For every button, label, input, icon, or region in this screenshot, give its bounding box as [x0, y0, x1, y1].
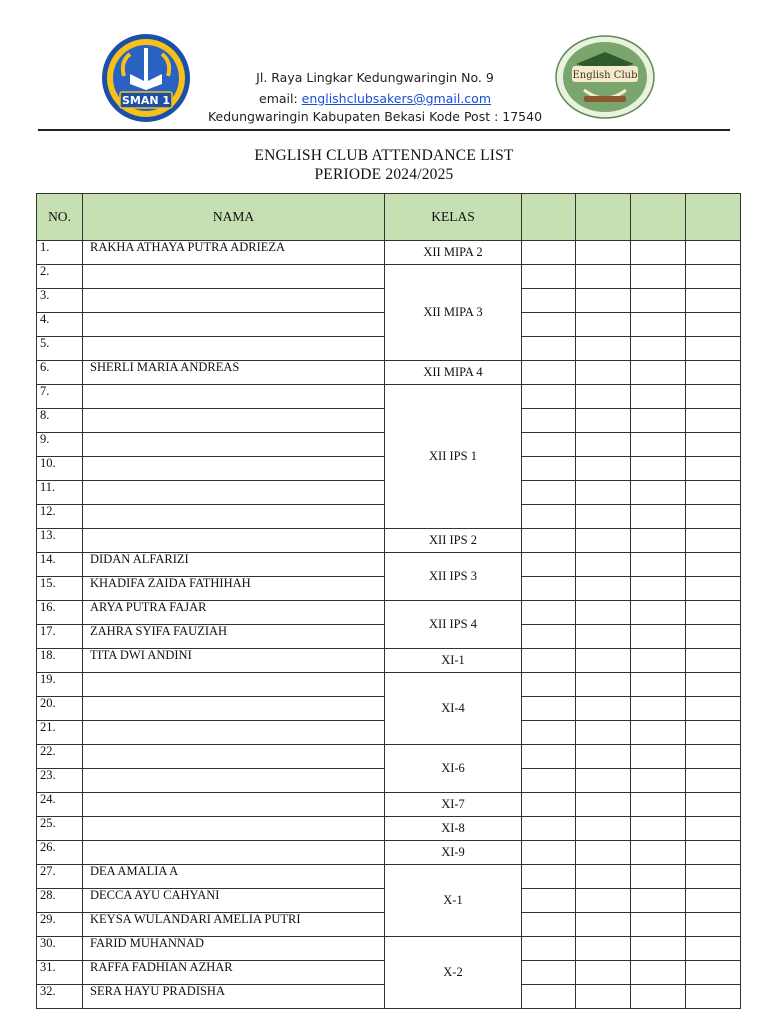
class-cell: XII MIPA 4	[385, 361, 522, 385]
attendance-cell	[631, 505, 686, 529]
table-row	[37, 817, 741, 841]
attendance-cell	[576, 745, 631, 769]
student-name: KHADIFA ZAIDA FATHIHAH	[83, 577, 385, 601]
attendance-cell	[522, 745, 576, 769]
attendance-cell	[576, 793, 631, 817]
attendance-cell	[686, 745, 741, 769]
student-name	[83, 337, 385, 361]
school-logo	[100, 32, 192, 124]
student-name: SHERLI MARIA ANDREAS	[83, 361, 385, 385]
attendance-cell	[631, 697, 686, 721]
attendance-cell	[522, 361, 576, 385]
attendance-cell	[686, 313, 741, 337]
student-name	[83, 817, 385, 841]
attendance-cell	[686, 793, 741, 817]
attendance-cell	[686, 289, 741, 313]
row-number: 14.	[37, 553, 83, 577]
row-number: 13.	[37, 529, 83, 553]
attendance-cell	[631, 241, 686, 265]
row-number: 25.	[37, 817, 83, 841]
student-name: DEA AMALIA A	[83, 865, 385, 889]
attendance-cell	[522, 697, 576, 721]
student-name	[83, 721, 385, 745]
row-number: 26.	[37, 841, 83, 865]
student-name	[83, 769, 385, 793]
class-cell: XI-7	[385, 793, 522, 817]
class-cell: X-2	[385, 937, 522, 1009]
attendance-cell	[686, 337, 741, 361]
document-title: ENGLISH CLUB ATTENDANCE LIST	[254, 147, 514, 164]
attendance-cell	[686, 769, 741, 793]
attendance-cell	[576, 337, 631, 361]
attendance-cell	[576, 457, 631, 481]
table-body	[37, 241, 741, 1009]
attendance-cell	[686, 625, 741, 649]
attendance-cell	[686, 721, 741, 745]
student-name: RAFFA FADHIAN AZHAR	[83, 961, 385, 985]
attendance-cell	[576, 985, 631, 1009]
email-label: email:	[259, 91, 302, 106]
attendance-cell	[686, 961, 741, 985]
attendance-cell	[631, 649, 686, 673]
row-number: 6.	[37, 361, 83, 385]
attendance-cell	[522, 529, 576, 553]
student-name	[83, 289, 385, 313]
attendance-cell	[686, 817, 741, 841]
attendance-cell	[522, 577, 576, 601]
attendance-cell	[576, 721, 631, 745]
attendance-cell	[522, 769, 576, 793]
table-row	[37, 529, 741, 553]
class-cell: X-1	[385, 865, 522, 937]
attendance-cell	[631, 553, 686, 577]
attendance-cell	[522, 841, 576, 865]
header-nama: NAMA	[83, 194, 385, 241]
attendance-cell	[576, 241, 631, 265]
row-number: 7.	[37, 385, 83, 409]
attendance-cell	[522, 601, 576, 625]
student-name	[83, 433, 385, 457]
attendance-cell	[631, 721, 686, 745]
attendance-cell	[686, 985, 741, 1009]
table-row	[37, 361, 741, 385]
attendance-cell	[522, 433, 576, 457]
attendance-cell	[576, 361, 631, 385]
table-row	[37, 865, 741, 889]
club-logo-text: English Club	[572, 70, 638, 81]
header-no: NO.	[37, 194, 83, 241]
table-row	[37, 649, 741, 673]
table-row	[37, 241, 741, 265]
student-name	[83, 673, 385, 697]
attendance-cell	[576, 913, 631, 937]
attendance-cell	[522, 889, 576, 913]
table-row	[37, 385, 741, 409]
class-cell: XI-9	[385, 841, 522, 865]
row-number: 8.	[37, 409, 83, 433]
attendance-cell	[522, 481, 576, 505]
table-row	[37, 745, 741, 769]
attendance-cell	[576, 673, 631, 697]
attendance-cell	[631, 265, 686, 289]
attendance-cell	[686, 433, 741, 457]
attendance-cell	[686, 361, 741, 385]
student-name	[83, 529, 385, 553]
attendance-cell	[686, 697, 741, 721]
attendance-cell	[686, 409, 741, 433]
student-name: FARID MUHANNAD	[83, 937, 385, 961]
row-number: 28.	[37, 889, 83, 913]
attendance-cell	[686, 457, 741, 481]
class-cell: XI-8	[385, 817, 522, 841]
attendance-cell	[686, 673, 741, 697]
row-number: 22.	[37, 745, 83, 769]
attendance-cell	[631, 577, 686, 601]
row-number: 1.	[37, 241, 83, 265]
attendance-cell	[522, 385, 576, 409]
student-name: TITA DWI ANDINI	[83, 649, 385, 673]
attendance-cell	[522, 937, 576, 961]
attendance-cell	[631, 937, 686, 961]
attendance-cell	[522, 313, 576, 337]
attendance-cell	[631, 337, 686, 361]
attendance-cell	[686, 841, 741, 865]
english-club-logo	[554, 34, 656, 120]
attendance-cell	[576, 697, 631, 721]
class-cell: XII MIPA 2	[385, 241, 522, 265]
row-number: 27.	[37, 865, 83, 889]
attendance-cell	[686, 865, 741, 889]
attendance-cell	[522, 241, 576, 265]
attendance-cell	[522, 337, 576, 361]
student-name: ARYA PUTRA FAJAR	[83, 601, 385, 625]
attendance-cell	[576, 841, 631, 865]
attendance-cell	[522, 673, 576, 697]
attendance-cell	[631, 433, 686, 457]
table-row	[37, 937, 741, 961]
attendance-cell	[576, 265, 631, 289]
attendance-cell	[522, 721, 576, 745]
attendance-table	[36, 193, 741, 1009]
attendance-cell	[631, 409, 686, 433]
attendance-cell	[631, 361, 686, 385]
class-cell: XII IPS 3	[385, 553, 522, 601]
row-number: 16.	[37, 601, 83, 625]
attendance-cell	[576, 769, 631, 793]
header-attendance	[686, 194, 741, 241]
class-cell: XI-1	[385, 649, 522, 673]
postal-line: Kedungwaringin Kabupaten Bekasi Kode Post : 17540	[207, 109, 543, 124]
student-name	[83, 385, 385, 409]
attendance-cell	[686, 889, 741, 913]
table-row	[37, 793, 741, 817]
attendance-cell	[686, 241, 741, 265]
attendance-cell	[576, 817, 631, 841]
document-period: PERIODE 2024/2025	[314, 166, 454, 183]
attendance-cell	[631, 793, 686, 817]
attendance-cell	[576, 625, 631, 649]
attendance-cell	[576, 289, 631, 313]
attendance-cell	[522, 649, 576, 673]
student-name	[83, 697, 385, 721]
class-cell: XII IPS 1	[385, 385, 522, 529]
student-name	[83, 265, 385, 289]
attendance-cell	[522, 865, 576, 889]
class-cell: XII IPS 4	[385, 601, 522, 649]
row-number: 17.	[37, 625, 83, 649]
attendance-cell	[686, 577, 741, 601]
attendance-cell	[576, 505, 631, 529]
attendance-cell	[576, 409, 631, 433]
header-attendance	[576, 194, 631, 241]
attendance-cell	[631, 961, 686, 985]
student-name	[83, 505, 385, 529]
attendance-cell	[522, 625, 576, 649]
header-attendance	[522, 194, 576, 241]
class-cell: XII MIPA 3	[385, 265, 522, 361]
attendance-cell	[686, 385, 741, 409]
row-number: 9.	[37, 433, 83, 457]
attendance-cell	[631, 289, 686, 313]
attendance-cell	[631, 745, 686, 769]
student-name: DECCA AYU CAHYANI	[83, 889, 385, 913]
attendance-cell	[522, 553, 576, 577]
attendance-cell	[631, 625, 686, 649]
student-name: SERA HAYU PRADISHA	[83, 985, 385, 1009]
attendance-cell	[576, 601, 631, 625]
row-number: 24.	[37, 793, 83, 817]
email-line	[195, 91, 555, 106]
row-number: 29.	[37, 913, 83, 937]
row-number: 5.	[37, 337, 83, 361]
row-number: 20.	[37, 697, 83, 721]
attendance-cell	[522, 289, 576, 313]
class-cell: XII IPS 2	[385, 529, 522, 553]
attendance-cell	[522, 961, 576, 985]
class-cell: XI-4	[385, 673, 522, 745]
student-name: ZAHRA SYIFA FAUZIAH	[83, 625, 385, 649]
attendance-cell	[576, 529, 631, 553]
attendance-cell	[686, 529, 741, 553]
header-kelas: KELAS	[385, 194, 522, 241]
row-number: 31.	[37, 961, 83, 985]
student-name	[83, 409, 385, 433]
row-number: 2.	[37, 265, 83, 289]
row-number: 10.	[37, 457, 83, 481]
attendance-cell	[576, 385, 631, 409]
row-number: 4.	[37, 313, 83, 337]
table-row	[37, 601, 741, 625]
attendance-cell	[522, 913, 576, 937]
school-logo-text: SMAN 1	[121, 94, 171, 107]
attendance-cell	[576, 865, 631, 889]
attendance-cell	[576, 577, 631, 601]
table-header-row	[37, 194, 741, 241]
attendance-cell	[576, 313, 631, 337]
email-link[interactable]: englishclubsakers@gmail.com	[301, 91, 491, 106]
attendance-cell	[576, 961, 631, 985]
table-row	[37, 265, 741, 289]
row-number: 32.	[37, 985, 83, 1009]
attendance-cell	[576, 481, 631, 505]
attendance-cell	[522, 793, 576, 817]
attendance-cell	[686, 937, 741, 961]
attendance-cell	[686, 913, 741, 937]
student-name	[83, 457, 385, 481]
attendance-cell	[631, 457, 686, 481]
attendance-cell	[576, 889, 631, 913]
student-name	[83, 745, 385, 769]
attendance-cell	[631, 313, 686, 337]
attendance-cell	[631, 529, 686, 553]
header-divider	[38, 129, 730, 131]
attendance-cell	[631, 817, 686, 841]
student-name	[83, 313, 385, 337]
row-number: 12.	[37, 505, 83, 529]
attendance-cell	[522, 505, 576, 529]
student-name	[83, 481, 385, 505]
attendance-cell	[686, 601, 741, 625]
table-row	[37, 841, 741, 865]
attendance-cell	[522, 457, 576, 481]
row-number: 3.	[37, 289, 83, 313]
attendance-cell	[631, 841, 686, 865]
table-row	[37, 673, 741, 697]
attendance-cell	[631, 913, 686, 937]
student-name: DIDAN ALFARIZI	[83, 553, 385, 577]
address-line: Jl. Raya Lingkar Kedungwaringin No. 9	[256, 70, 494, 85]
row-number: 18.	[37, 649, 83, 673]
attendance-cell	[686, 265, 741, 289]
attendance-cell	[631, 985, 686, 1009]
attendance-cell	[631, 673, 686, 697]
attendance-cell	[686, 649, 741, 673]
attendance-cell	[576, 937, 631, 961]
attendance-cell	[576, 649, 631, 673]
row-number: 23.	[37, 769, 83, 793]
attendance-cell	[576, 553, 631, 577]
student-name: KEYSA WULANDARI AMELIA PUTRI	[83, 913, 385, 937]
attendance-cell	[522, 817, 576, 841]
header-attendance	[631, 194, 686, 241]
attendance-cell	[631, 889, 686, 913]
student-name	[83, 793, 385, 817]
attendance-cell	[522, 409, 576, 433]
row-number: 15.	[37, 577, 83, 601]
row-number: 11.	[37, 481, 83, 505]
student-name	[83, 841, 385, 865]
attendance-cell	[631, 769, 686, 793]
student-name: RAKHA ATHAYA PUTRA ADRIEZA	[83, 241, 385, 265]
attendance-cell	[631, 601, 686, 625]
attendance-cell	[631, 865, 686, 889]
attendance-cell	[576, 433, 631, 457]
attendance-cell	[686, 505, 741, 529]
letterhead	[0, 0, 768, 132]
attendance-cell	[522, 985, 576, 1009]
row-number: 19.	[37, 673, 83, 697]
class-cell: XI-6	[385, 745, 522, 793]
attendance-cell	[686, 553, 741, 577]
attendance-cell	[522, 265, 576, 289]
row-number: 21.	[37, 721, 83, 745]
table-row	[37, 553, 741, 577]
attendance-cell	[631, 481, 686, 505]
attendance-cell	[631, 385, 686, 409]
attendance-cell	[686, 481, 741, 505]
row-number: 30.	[37, 937, 83, 961]
